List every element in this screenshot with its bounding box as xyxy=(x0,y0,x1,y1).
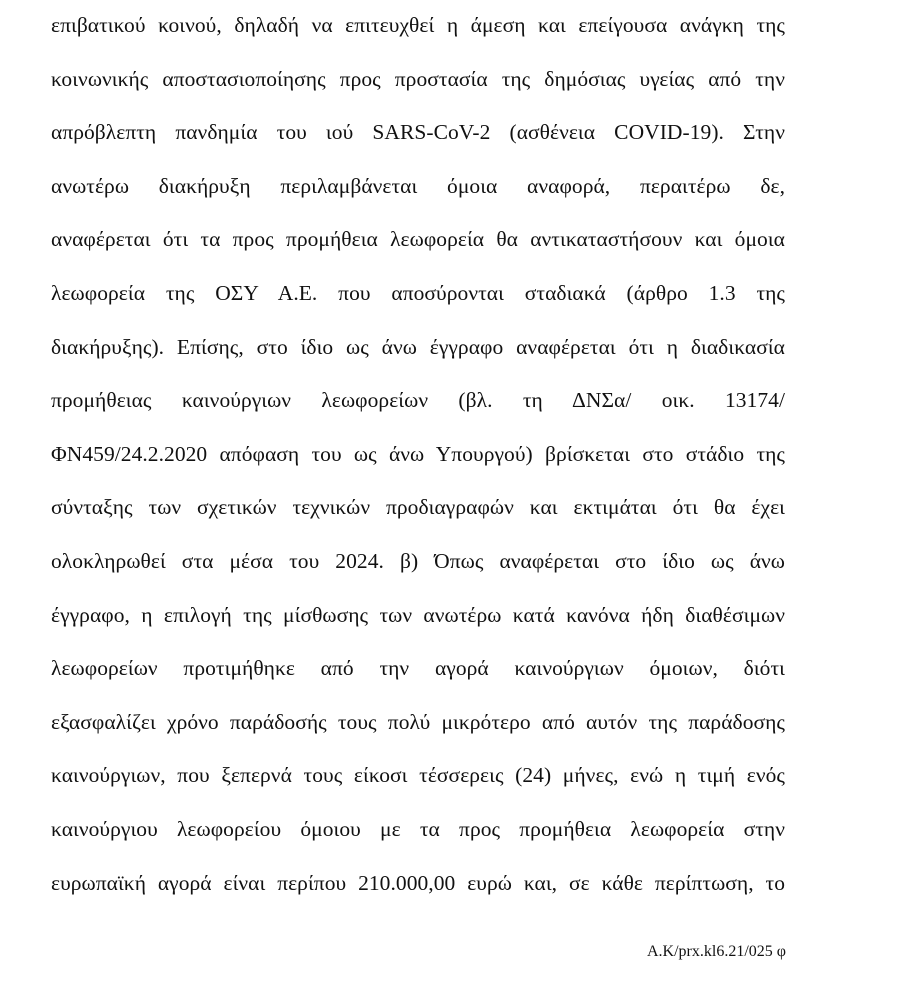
text-line: ΦΝ459/24.2.2020 απόφαση του ως άνω Υπουργού) βρίσκεται στο στάδιο της xyxy=(51,441,785,466)
text-line: σύνταξης των σχετικών τεχνικών προδιαγραφών και εκτιμάται ότι θα έχει xyxy=(51,495,785,520)
text-line: καινούργιων, που ξεπερνά τους είκοσι τέσσερεις (24) μήνες, ενώ η τιμή ενός xyxy=(51,763,785,788)
text-line: ολοκληρωθεί στα μέσα του 2024. β) Όπως αναφέρεται στο ίδιο ως άνω xyxy=(51,548,785,573)
footer-reference: A.K/prx.kl6.21/025 φ xyxy=(646,943,786,960)
text-line: λεωφορείων προτιμήθηκε από την αγορά καινούργιων όμοιων, διότι xyxy=(51,656,785,681)
text-line: καινούργιου λεωφορείου όμοιου με τα προς προμήθεια λεωφορεία στην xyxy=(51,816,785,841)
text-line: ευρωπαϊκή αγορά είναι περίπου 210.000,00 ευρώ και, σε κάθε περίπτωση, το xyxy=(51,870,785,895)
text-line: λεωφορεία της ΟΣΥ Α.Ε. που αποσύρονται σταδιακά (άρθρο 1.3 της xyxy=(51,280,785,305)
text-line: ανωτέρω διακήρυξη περιλαμβάνεται όμοια αναφορά, περαιτέρω δε, xyxy=(51,173,785,198)
body-paragraph xyxy=(51,6,785,917)
text-line: εξασφαλίζει χρόνο παράδοσής τους πολύ μικρότερο από αυτόν της παράδοσης xyxy=(51,709,785,734)
text-line: κοινωνικής αποστασιοποίησης προς προστασία της δημόσιας υγείας από την xyxy=(51,66,785,91)
text-line: επιβατικού κοινού, δηλαδή να επιτευχθεί η άμεση και επείγουσα ανάγκη της xyxy=(51,13,785,37)
text-line: διακήρυξης). Επίσης, στο ίδιο ως άνω έγγραφο αναφέρεται ότι η διαδικασία xyxy=(51,334,785,359)
text-line: προμήθειας καινούργιων λεωφορείων (βλ. τη ΔΝΣα/ οικ. 13174/ xyxy=(51,388,785,413)
text-line: αναφέρεται ότι τα προς προμήθεια λεωφορεία θα αντικαταστήσουν και όμοια xyxy=(51,227,785,252)
text-line: έγγραφο, η επιλογή της μίσθωσης των ανωτέρω κατά κανόνα ήδη διαθέσιμων xyxy=(51,602,785,627)
text-line: απρόβλεπτη πανδημία του ιού SARS-CoV-2 (ασθένεια COVID-19). Στην xyxy=(51,120,785,145)
